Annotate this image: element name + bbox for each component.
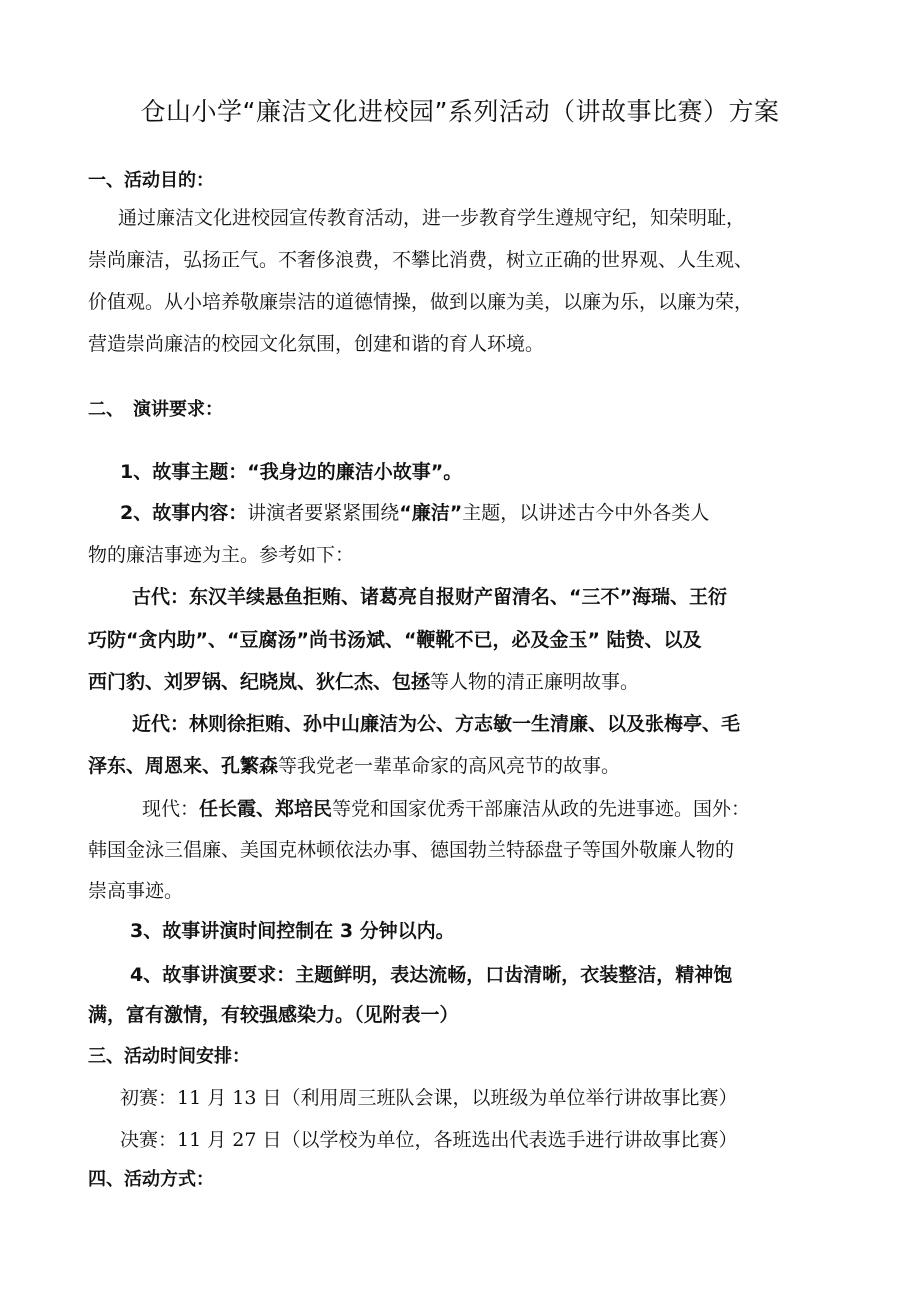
current-line-2: 韩国金泳三倡廉、美国克林顿依法办事、德国勃兰特舔盘子等国外敬廉人物的 [88, 839, 735, 861]
purpose-line-3: 价值观。从小培养敬廉崇洁的道德情操，做到以廉为美，以廉为乐，以廉为荣， [88, 291, 754, 313]
requirement-2 [120, 500, 709, 526]
requirement-4-line-2: 满，富有激情，有较强感染力。（见附表一） [88, 1004, 459, 1026]
schedule-prelim: 初赛：11 月 13 日（利用周三班队会课，以班级为单位举行讲故事比赛） [120, 1087, 738, 1109]
schedule-final: 决赛：11 月 27 日（以学校为单位，各班选出代表选手进行讲故事比赛） [120, 1129, 738, 1151]
requirement-2-keyword: “廉洁” [399, 502, 463, 524]
ancient-line-3-text: 等人物的清正廉明故事。 [430, 671, 640, 693]
purpose-line-1: 通过廉洁文化进校园宣传教育活动，进一步教育学生遵规守纪，知荣明耻， [118, 207, 746, 229]
section-heading-purpose: 一、活动目的： [88, 170, 214, 191]
ancient-line-1: 古代：东汉羊续悬鱼拒贿、诸葛亮自报财产留清名、“三不”海瑞、王衍 [132, 586, 727, 608]
current-line-3: 崇高事迹。 [88, 880, 184, 902]
requirement-3: 3、故事讲演时间控制在 3 分钟以内。 [130, 920, 455, 942]
requirement-4-line-1: 4、故事讲演要求：主题鲜明，表达流畅，口齿清晰，衣装整洁，精神饱 [130, 964, 733, 986]
modern-line-2-names: 泽东、周恩来、孔繁森 [88, 755, 279, 777]
current-line-1-names: 任长霞、郑培民 [199, 798, 333, 820]
modern-line-1: 近代：林则徐拒贿、孙中山廉洁为公、方志敏一生清廉、以及张梅亭、毛 [132, 713, 741, 735]
requirement-2-line-2: 物的廉洁事迹为主。参考如下： [88, 544, 355, 566]
requirement-2-text-b: 主题，以讲述古今中外各类人 [462, 502, 710, 524]
current-line-1-text: 等党和国家优秀干部廉洁从政的先进事迹。国外： [332, 798, 751, 820]
purpose-line-4: 营造崇尚廉洁的校园文化氛围，创建和谐的育人环境。 [88, 333, 545, 355]
modern-line-2 [88, 753, 620, 779]
section-heading-method: 四、活动方式： [88, 1169, 214, 1190]
current-line-1 [142, 796, 750, 822]
current-line-1-label: 现代： [142, 798, 200, 820]
ancient-line-3-names: 西门豹、刘罗锅、纪晓岚、狄仁杰、包拯 [88, 671, 431, 693]
modern-line-2-text: 等我党老一辈革命家的高风亮节的故事。 [278, 755, 621, 777]
requirement-2-text-a: 讲演者要紧紧围绕 [247, 502, 400, 524]
requirement-1: 1、故事主题：“我身边的廉洁小故事”。 [120, 461, 463, 483]
ancient-line-2: 巧防“贪内助”、“豆腐汤”尚书汤斌、“鞭靴不已，必及金玉” 陆贽、以及 [88, 629, 702, 651]
section-heading-requirements: 二、 演讲要求： [88, 399, 223, 420]
ancient-line-3 [88, 669, 639, 695]
section-heading-schedule: 三、活动时间安排： [88, 1046, 250, 1067]
requirement-2-label: 2、故事内容： [120, 502, 248, 524]
page-title: 仓山小学“廉洁文化进校园”系列活动（讲故事比赛）方案 [140, 97, 780, 126]
purpose-line-2: 崇尚廉洁，弘扬正气。不奢侈浪费，不攀比消费，树立正确的世界观、人生观、 [88, 249, 754, 271]
